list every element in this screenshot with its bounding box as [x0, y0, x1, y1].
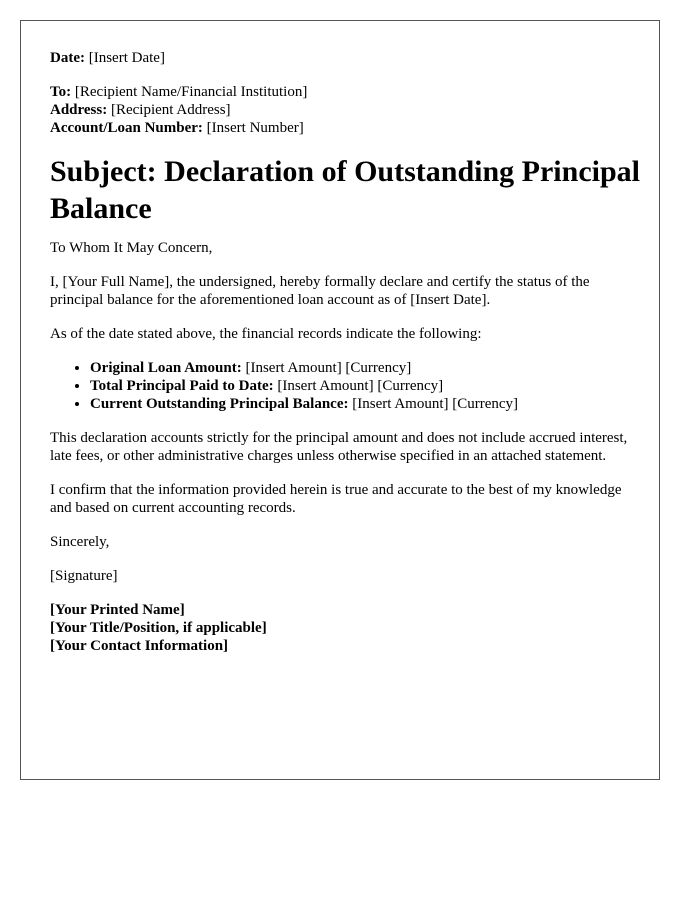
list-item	[90, 377, 640, 395]
intro-paragraph: I, [Your Full Name], the undersigned, hereby formally declare and certify the status of the principal balance for the aforementioned loan account as of [Insert Date].	[50, 274, 590, 308]
date-label: Date:	[50, 50, 85, 66]
item-label: Original Loan Amount:	[90, 360, 242, 376]
to-value: [Recipient Name/Financial Institution]	[71, 84, 308, 100]
address-label: Address:	[50, 102, 108, 118]
list-item	[90, 359, 640, 377]
date-line	[50, 49, 640, 67]
date-block	[50, 49, 640, 67]
item-value: [Insert Amount] [Currency]	[241, 360, 412, 376]
letter-content	[50, 49, 640, 655]
balance-list	[50, 359, 640, 413]
printed-name: [Your Printed Name]	[50, 602, 185, 618]
item-label: Current Outstanding Principal Balance:	[90, 396, 349, 412]
address-line	[50, 101, 640, 119]
item-value: [Insert Amount] [Currency]	[273, 378, 444, 394]
salutation: To Whom It May Concern,	[50, 240, 213, 256]
address-value: [Recipient Address]	[107, 102, 231, 118]
account-value: [Insert Number]	[202, 120, 304, 136]
account-label: Account/Loan Number:	[50, 120, 203, 136]
date-value: [Insert Date]	[84, 50, 165, 66]
contact-info: [Your Contact Information]	[50, 638, 229, 654]
to-line	[50, 83, 640, 101]
recipient-block	[50, 83, 640, 137]
signature-placeholder: [Signature]	[50, 568, 118, 584]
confirm-paragraph: I confirm that the information provided herein is true and accurate to the best of my knowledge and based on current accounting records.	[50, 482, 622, 516]
subject-heading: Subject: Declaration of Outstanding Principal Balance	[50, 155, 640, 225]
item-label: Total Principal Paid to Date:	[90, 378, 274, 394]
item-value: [Insert Amount] [Currency]	[348, 396, 519, 412]
scope-paragraph: This declaration accounts strictly for the principal amount and does not include accrued interest, late fees, or other administrative charges unless otherwise specified in an attached statement.	[50, 430, 628, 464]
list-item	[90, 395, 640, 413]
closing: Sincerely,	[50, 534, 110, 550]
account-line	[50, 119, 640, 137]
records-paragraph: As of the date stated above, the financial records indicate the following:	[50, 326, 482, 342]
title-position: [Your Title/Position, if applicable]	[50, 620, 267, 636]
letter-page	[20, 20, 660, 780]
to-label: To:	[50, 84, 72, 100]
signoff-block	[50, 601, 640, 655]
